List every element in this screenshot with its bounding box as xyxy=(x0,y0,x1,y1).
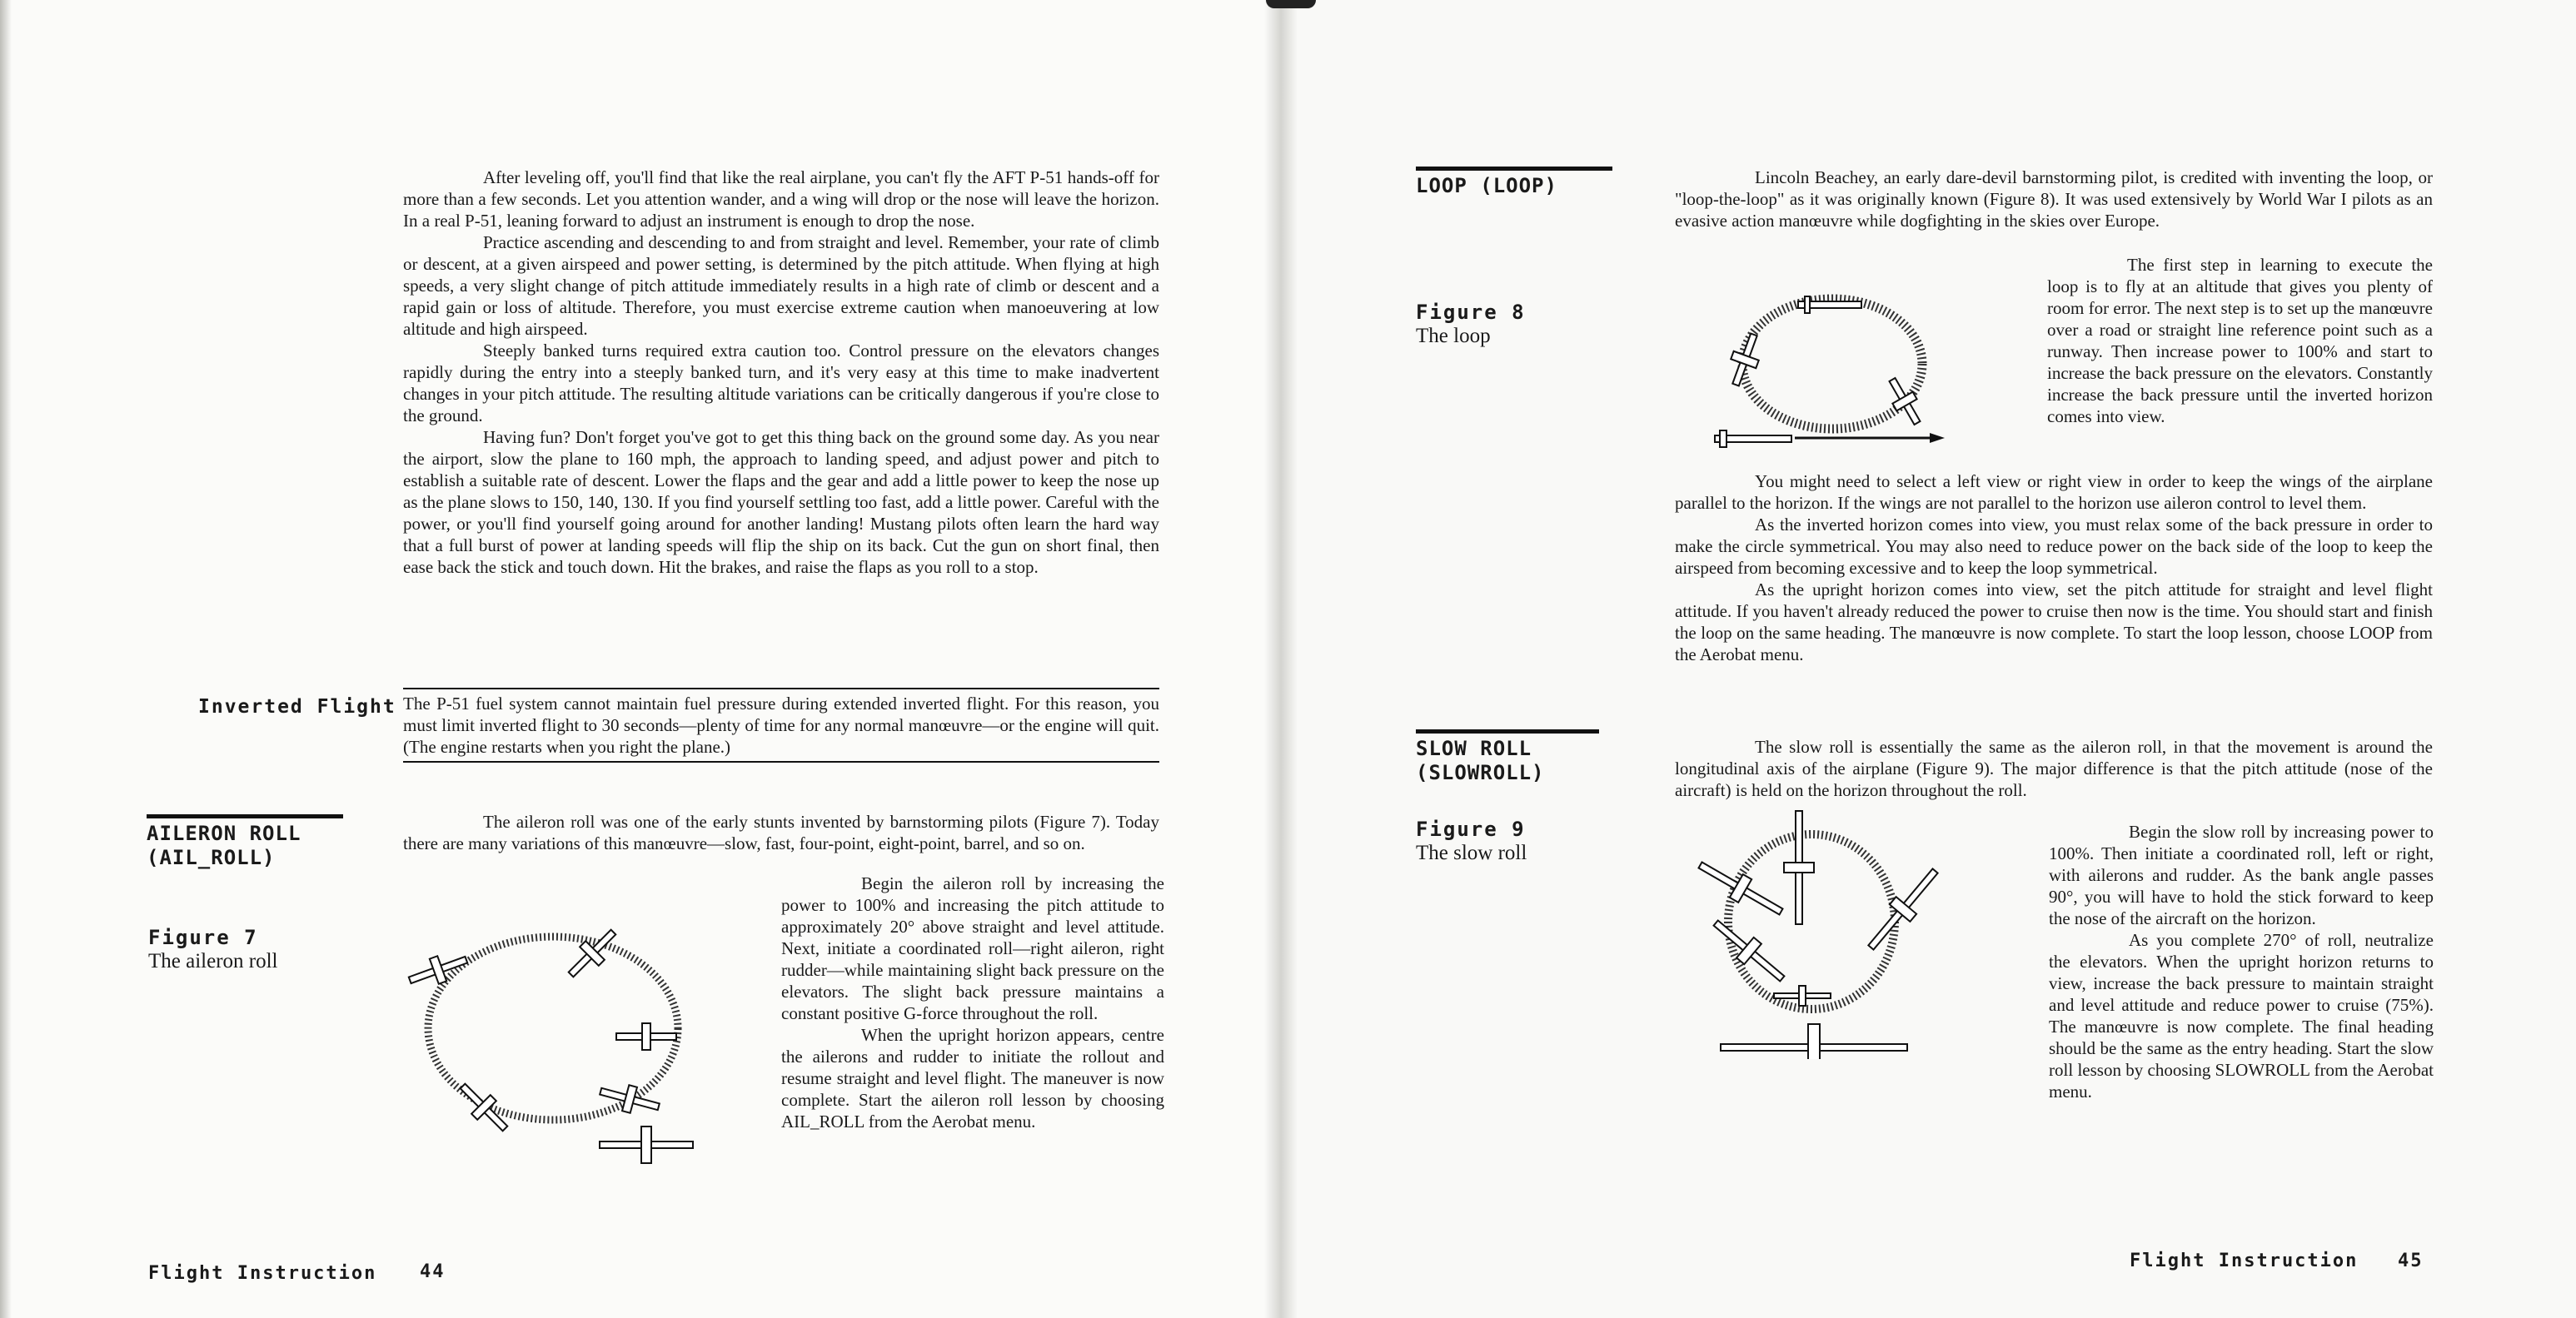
paragraph: The aileron roll was one of the early stunts invented by barnstorming pilots (Figure 7). Today there are many variations of this manœuvre—slow, fast, four-point, eight-point, barrel, and so on. xyxy=(403,812,1159,853)
figure-9-illustration xyxy=(1691,809,1966,1059)
page-number: 45 xyxy=(2398,1251,2424,1271)
footer-title: Flight Instruction xyxy=(2130,1251,2359,1271)
left-page xyxy=(0,0,1278,1318)
paragraph: Begin the slow roll by increasing power to 100%. Then initiate a coordinated roll, left or right, with ailerons and rudder. As the bank angle passes 90°, you will have to hold the stick forward to keep the nose of the aircraft on the horizon. xyxy=(2049,822,2434,928)
paragraph: As the inverted horizon comes into view, you must relax some of the back pressure in order to make the circle symmetrical. You may also need to reduce power on the back side of the loop to keep the airspeed from becoming excessive and to keep the loop symmetrical. xyxy=(1675,515,2433,578)
figure-8-caption: The loop xyxy=(1416,325,1491,347)
heading-line: SLOW ROLL xyxy=(1416,737,1532,760)
figure-9-number: Figure 9 xyxy=(1416,818,1526,841)
paragraph: Steeply banked turns required extra caution too. Control pressure on the elevators changes rapidly during the entry into a steeply banked turn, and it's very easy at this time to make inadvertent changes in your pitch attitude. The resulting altitude variations can be critically dangerous if you're close to the ground. xyxy=(403,341,1159,425)
paragraph: The slow roll is essentially the same as the aileron roll, in that the movement is around the longitudinal axis of the airplane (Figure 9). The major difference is that the pitch attitude (nose of the aircraft) is held on the horizon throughout the roll. xyxy=(1675,737,2433,800)
inverted-flight-text: The P-51 fuel system cannot maintain fuel pressure during extended inverted flight. For this reason, you must limit inverted flight to 30 seconds—plenty of time for any normal manœuvre—or the engine will quit. (The engine restarts when you right the plane.) xyxy=(403,694,1159,757)
paragraph: Practice ascending and descending to and from straight and level. Remember, your rate of climb or descent, at a given airspeed and power setting, is determined by the pitch attitude. When flying at high speeds, a very slight change of pitch attitude immediately results in a high rate of climb or descent and a rapid gain or loss of altitude. Therefore, you must exercise extreme caution when manoeuvering at low altitude and high airspeed. xyxy=(403,232,1159,339)
figure-8-illustration xyxy=(1712,293,1961,460)
figure-8-number: Figure 8 xyxy=(1416,301,1526,324)
aileron-roll-heading xyxy=(147,814,343,870)
paragraph: Lincoln Beachey, an early dare-devil barnstorming pilot, is credited with inventing the loop, or "loop-the-loop" as it was originally known (Figure 8). It was used extensively by World War I pilots as an evasive action manœuvre while dogfighting in the skies over Europe. xyxy=(1675,167,2433,231)
figure-7-number: Figure 7 xyxy=(148,926,258,949)
aileron-roll-intro xyxy=(403,811,1159,854)
inverted-flight-box xyxy=(403,688,1159,763)
slow-roll-intro xyxy=(1675,736,2433,801)
heading-line: AILERON ROLL xyxy=(147,822,301,845)
loop-intro xyxy=(1675,167,2433,231)
aileron-roll-side-text xyxy=(781,873,1164,1132)
paragraph: As you complete 270° of roll, neutralize the elevators. When the upright horizon returns to view, increase the back pressure to maintain straight and level attitude and reduce power to cruise (75%). The manœuvre is now complete. The final heading should be the same as the entry heading. Start the slow roll lesson by choosing SLOWROLL from the Aerobat menu. xyxy=(2049,930,2434,1102)
loop-side-text xyxy=(2047,254,2433,427)
page-number: 44 xyxy=(420,1261,446,1282)
loop-body-text xyxy=(1675,470,2433,665)
footer-title: Flight Instruction xyxy=(148,1263,377,1284)
heading-line: (AIL_ROLL) xyxy=(147,846,276,869)
paragraph: As the upright horizon comes into view, set the pitch attitude for straight and level flight attitude. If you haven't already reduced the power to cruise then now is the time. You should start and finish the loop on the same heading. The manœuvre is now complete. To start the loop lesson, choose LOOP from the Aerobat menu. xyxy=(1675,579,2433,664)
paragraph: The first step in learning to execute the loop is to fly at an altitude that gives you plenty of room for error. The next step is to set up the manœuvre over a road or straight line reference point such as a runway. Then increase power to 100% and start to increase the back pressure on the elevators. Constantly increase the back pressure until the inverted horizon comes into view. xyxy=(2047,255,2433,426)
figure-7-caption: The aileron roll xyxy=(148,950,278,972)
paragraph: After leveling off, you'll find that like the real airplane, you can't fly the AFT P-51 hands-off for more than a few seconds. Let you attention wander, and a wing will drop or the nose will leave the horizon. In a real P-51, leaning forward to adjust an instrument is enough to drop the nose. xyxy=(403,167,1159,231)
book-gutter xyxy=(1264,0,1298,1318)
slow-roll-side-text xyxy=(2049,821,2434,1102)
heading-line: (SLOWROLL) xyxy=(1416,761,1545,784)
binding-clip xyxy=(1266,0,1316,8)
paragraph: When the upright horizon appears, centre the ailerons and rudder to initiate the rollout and resume straight and level flight. The maneuver is now complete. Start the aileron roll lesson by choosing AIL_ROLL from the Aerobat menu. xyxy=(781,1025,1164,1131)
page-edge-shadow xyxy=(0,0,12,1318)
loop-heading xyxy=(1416,167,1612,198)
figure-9-caption: The slow roll xyxy=(1416,842,1527,864)
right-page xyxy=(1278,0,2576,1318)
figure-7-illustration xyxy=(405,920,755,1170)
paragraph: You might need to select a left view or right view in order to keep the wings of the airplane parallel to the horizon. If the wings are not parallel to the horizon use aileron control to level them. xyxy=(1675,471,2433,513)
paragraph: Begin the aileron roll by increasing the power to 100% and increasing the pitch attitude to approximately 20° above straight and level attitude. Next, initiate a coordinated roll—right aileron, right rudder—while maintaining slight back pressure on the elevators. The slight back pressure maintains a constant positive G-force throughout the roll. xyxy=(781,873,1164,1023)
heading-line: LOOP (LOOP) xyxy=(1416,174,1557,197)
slow-roll-heading xyxy=(1416,729,1599,785)
intro-text xyxy=(403,167,1159,578)
inverted-flight-label: Inverted Flight xyxy=(198,696,396,718)
paragraph: Having fun? Don't forget you've got to get this thing back on the ground some day. As you near the airport, slow the plane to 160 mph, the approach to landing speed, and adjust power and pitch to establish a suitable rate of descent. Lower the flaps and the gear and add a little power to keep the nose up as the plane slows to 150, 140, 130. If you find yourself settling too fast, add a little power. Careful with the power, or you'll find yourself going around for another landing! Mustang pilots often learn the hard way that a full burst of power at landing speeds will flip the ship on its back. Cut the gun on short final, then ease back the stick and touch down. Hit the brakes, and raise the flaps as you roll to a stop. xyxy=(403,427,1159,577)
